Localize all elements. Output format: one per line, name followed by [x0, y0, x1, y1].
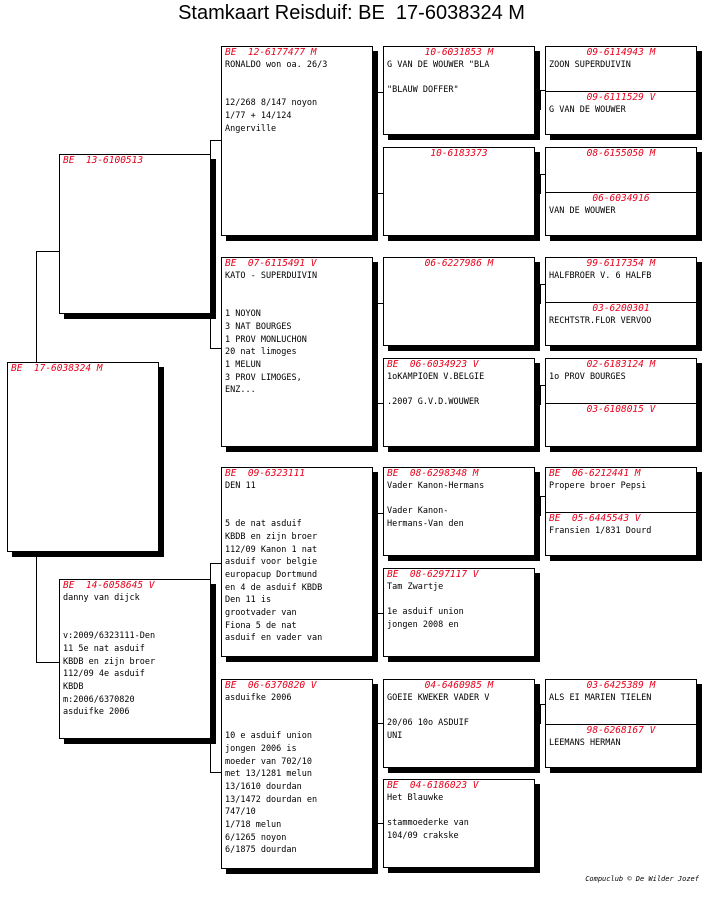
note-line: 3 NAT BOURGES — [225, 321, 292, 332]
ring-number: 10-6183373 — [430, 148, 488, 159]
note-line: RONALDO won oa. 26/3 — [225, 60, 328, 70]
note-line: Den 11 is — [225, 595, 272, 606]
note-line: LEEMANS HERMAN — [549, 738, 621, 748]
note-line — [222, 84, 372, 97]
note-line — [222, 295, 372, 308]
connector-line — [36, 552, 37, 662]
divider — [546, 192, 696, 218]
note-line: Tam Zwartje — [387, 582, 444, 592]
note-line — [384, 493, 534, 506]
connector-line — [540, 496, 541, 516]
grandsire-maternal-card — [221, 467, 373, 657]
note-line — [384, 384, 534, 397]
connector-line — [540, 90, 541, 110]
ring-number: BE 08-6298348 M — [387, 468, 479, 479]
note-line: DEN 11 — [225, 481, 256, 491]
note-line: m:2006/6370820 — [63, 694, 135, 705]
note-line — [60, 617, 210, 630]
note-line: 20 nat limoges — [225, 347, 297, 358]
divider — [546, 302, 696, 328]
connector-line — [373, 92, 383, 93]
note-line: 112/09 4e asduif — [63, 669, 145, 680]
note-line: Hermans-Van den — [387, 519, 464, 530]
note-line — [222, 705, 372, 718]
note-line: G VAN DE WOUWER — [549, 105, 626, 115]
note-line: ZOON SUPERDUIVIN — [549, 60, 631, 70]
ring-number: BE 17-6038324 M — [11, 363, 103, 374]
ring-number: 09-6114943 M — [586, 47, 656, 58]
note-line: 13/1472 dourdan en — [225, 794, 318, 805]
ancestor-pair-card — [545, 46, 697, 135]
ancestor-card — [383, 779, 535, 868]
note-line: 747/10 — [225, 807, 256, 818]
note-line — [222, 493, 372, 506]
note-line: 3 PROV LIMOGES, — [225, 372, 302, 383]
ancestor-pair-card — [545, 679, 697, 768]
ring-number: 10-6031853 M — [424, 47, 494, 58]
granddam-paternal-card — [221, 257, 373, 447]
note-line: Angerville — [225, 123, 277, 134]
ancestor-pair-card — [545, 467, 697, 556]
connector-line — [210, 772, 221, 773]
pigeon-notes — [60, 592, 210, 719]
note-line: moeder van 702/10 — [225, 756, 312, 767]
ring-number: BE 06-6212441 M — [549, 468, 641, 479]
note-line: 1 MELUN — [225, 359, 261, 370]
note-line: danny van dijck — [63, 593, 140, 603]
ancestor-pair-card — [545, 147, 697, 236]
footer-credit: Compuclub © De Wilder Jozef — [585, 875, 699, 883]
note-line: G VAN DE WOUWER "BLA — [387, 60, 490, 70]
note-line: Vader Kanon-Hermans — [387, 481, 485, 491]
connector-line — [373, 613, 383, 614]
note-line: Propere broer Pepsi — [549, 481, 647, 491]
connector-line — [36, 662, 60, 663]
note-line: 10 e asduif union — [225, 731, 312, 742]
note-line: 1 NOYON — [225, 309, 261, 320]
note-line — [60, 605, 210, 618]
ancestor-card — [383, 358, 535, 447]
ancestor-card — [383, 257, 535, 346]
ring-number: 08-6155050 M — [586, 148, 656, 159]
note-line — [384, 72, 534, 85]
note-line — [384, 594, 534, 607]
note-line: europacup Dortmund — [225, 569, 318, 580]
note-line: 1e asduif union — [387, 607, 464, 618]
ring-number: BE 05-6445543 V — [549, 513, 641, 524]
ring-number: 09-6111529 V — [586, 92, 656, 103]
ring-number: 03-6200301 — [592, 303, 650, 314]
connector-line — [210, 140, 221, 141]
note-line: 1/718 melun — [225, 820, 282, 831]
ring-number: 06-6034916 — [592, 193, 650, 204]
connector-line — [373, 193, 383, 194]
connector-line — [210, 563, 221, 564]
granddam-maternal-card — [221, 679, 373, 869]
ancestor-card — [383, 679, 535, 768]
note-line: asduifke 2006 — [63, 707, 130, 718]
page-title: Stamkaart Reisduif: BE 17-6038324 M — [178, 2, 525, 24]
ring-number: BE 14-6058645 V — [63, 580, 155, 591]
ancestor-pair-card — [545, 257, 697, 346]
note-line: Vader Kanon- — [387, 506, 449, 517]
connector-line — [36, 251, 60, 252]
connector-line — [540, 174, 541, 194]
ring-number: BE 07-6115491 V — [225, 258, 317, 269]
note-line: grootvader van — [225, 608, 297, 619]
ring-number: 02-6183124 M — [586, 359, 656, 370]
father-card — [59, 154, 211, 314]
connector-line — [373, 723, 383, 724]
note-line — [222, 72, 372, 85]
note-line: 5 de nat asduif — [225, 519, 302, 530]
note-line — [384, 705, 534, 718]
note-line: HALFBROER V. 6 HALFB — [549, 271, 652, 281]
note-line: 104/09 crakske — [387, 831, 459, 842]
mother-card — [59, 579, 211, 739]
note-line: 12/268 8/147 noyon — [225, 98, 318, 109]
note-line: 1 PROV MONLUCHON — [225, 334, 307, 345]
ring-number: 98-6268167 V — [586, 725, 656, 736]
ancestor-card — [383, 467, 535, 556]
note-line: ALS EI MARIEN TIELEN — [549, 693, 652, 703]
connector-line — [540, 385, 541, 405]
note-line: 6/1875 dourdan — [225, 845, 297, 856]
divider — [546, 403, 696, 416]
note-line: Fiona 5 de nat — [225, 620, 297, 631]
ring-number: BE 04-6186023 V — [387, 780, 479, 791]
note-line: asduif en vader van — [225, 633, 323, 644]
note-line: 20/06 10o ASDUIF — [387, 718, 469, 729]
ancestor-card — [383, 147, 535, 236]
connector-line — [540, 284, 541, 304]
connector-line — [540, 704, 541, 724]
note-line: .2007 G.V.D.WOUWER — [387, 397, 480, 408]
note-line: Het Blauwke — [387, 793, 444, 803]
note-line: 11 5e nat asduif — [63, 643, 145, 654]
note-line: en 4 de asduif KBDB — [225, 582, 323, 593]
note-line — [222, 283, 372, 296]
ring-number: 03-6108015 V — [586, 404, 656, 415]
note-line: stammoederke van — [387, 818, 469, 829]
ring-number: 99-6117354 M — [586, 258, 656, 269]
note-line: KBDB en zijn broer — [63, 656, 156, 667]
note-line: asduifke 2006 — [225, 693, 292, 703]
subject-card — [7, 362, 159, 552]
note-line: v:2009/6323111-Den — [63, 631, 156, 642]
grandsire-paternal-card — [221, 46, 373, 236]
divider — [546, 512, 696, 538]
note-line: GOEIE KWEKER VADER V — [387, 693, 490, 703]
note-line: 6/1265 noyon — [225, 832, 287, 843]
divider — [546, 91, 696, 117]
divider — [546, 724, 696, 750]
note-line — [222, 505, 372, 518]
connector-line — [210, 348, 221, 349]
note-line: 13/1610 dourdan — [225, 781, 302, 792]
note-line: RECHTSTR.FLOR VERVOO — [549, 316, 652, 326]
note-line: VAN DE WOUWER — [549, 206, 616, 216]
note-line — [222, 717, 372, 730]
note-line: 1/77 + 14/124 — [225, 110, 292, 121]
note-line: Fransien 1/831 Dourd — [549, 526, 652, 536]
note-line: met 13/1281 melun — [225, 769, 312, 780]
ring-number: 04-6460985 M — [424, 680, 494, 691]
note-line: jongen 2008 en — [387, 620, 459, 631]
note-line: 112/09 Kanon 1 nat — [225, 544, 318, 555]
ring-number: BE 06-6370820 V — [225, 680, 317, 691]
ancestor-pair-card — [545, 358, 697, 447]
note-line: "BLAUW DOFFER" — [387, 85, 459, 96]
ancestor-card — [383, 568, 535, 657]
connector-line — [373, 823, 383, 824]
note-line — [384, 805, 534, 818]
connector-line — [373, 303, 383, 304]
note-line: UNI — [387, 731, 403, 742]
connector-line — [373, 513, 383, 514]
note-line: asduif voor belgie — [225, 557, 318, 568]
ring-number: BE 13-6100513 — [63, 155, 144, 166]
ring-number: BE 12-6177477 M — [225, 47, 317, 58]
note-line: KBDB — [63, 681, 84, 692]
connector-line — [36, 251, 37, 364]
note-line: KATO - SUPERDUIVIN — [225, 271, 318, 281]
ring-number: 03-6425389 M — [586, 680, 656, 691]
ring-number: 06-6227986 M — [424, 258, 494, 269]
ring-number: BE 06-6034923 V — [387, 359, 479, 370]
ring-number: BE 09-6323111 — [225, 468, 306, 479]
note-line: KBDB en zijn broer — [225, 531, 318, 542]
note-line: ENZ... — [225, 385, 256, 396]
note-line: 1oKAMPIOEN V.BELGIE — [387, 372, 485, 382]
note-line: 1o PROV BOURGES — [549, 372, 626, 382]
connector-line — [373, 403, 383, 404]
ancestor-card — [383, 46, 535, 135]
note-line: jongen 2006 is — [225, 743, 297, 754]
ring-number: BE 08-6297117 V — [387, 569, 479, 580]
